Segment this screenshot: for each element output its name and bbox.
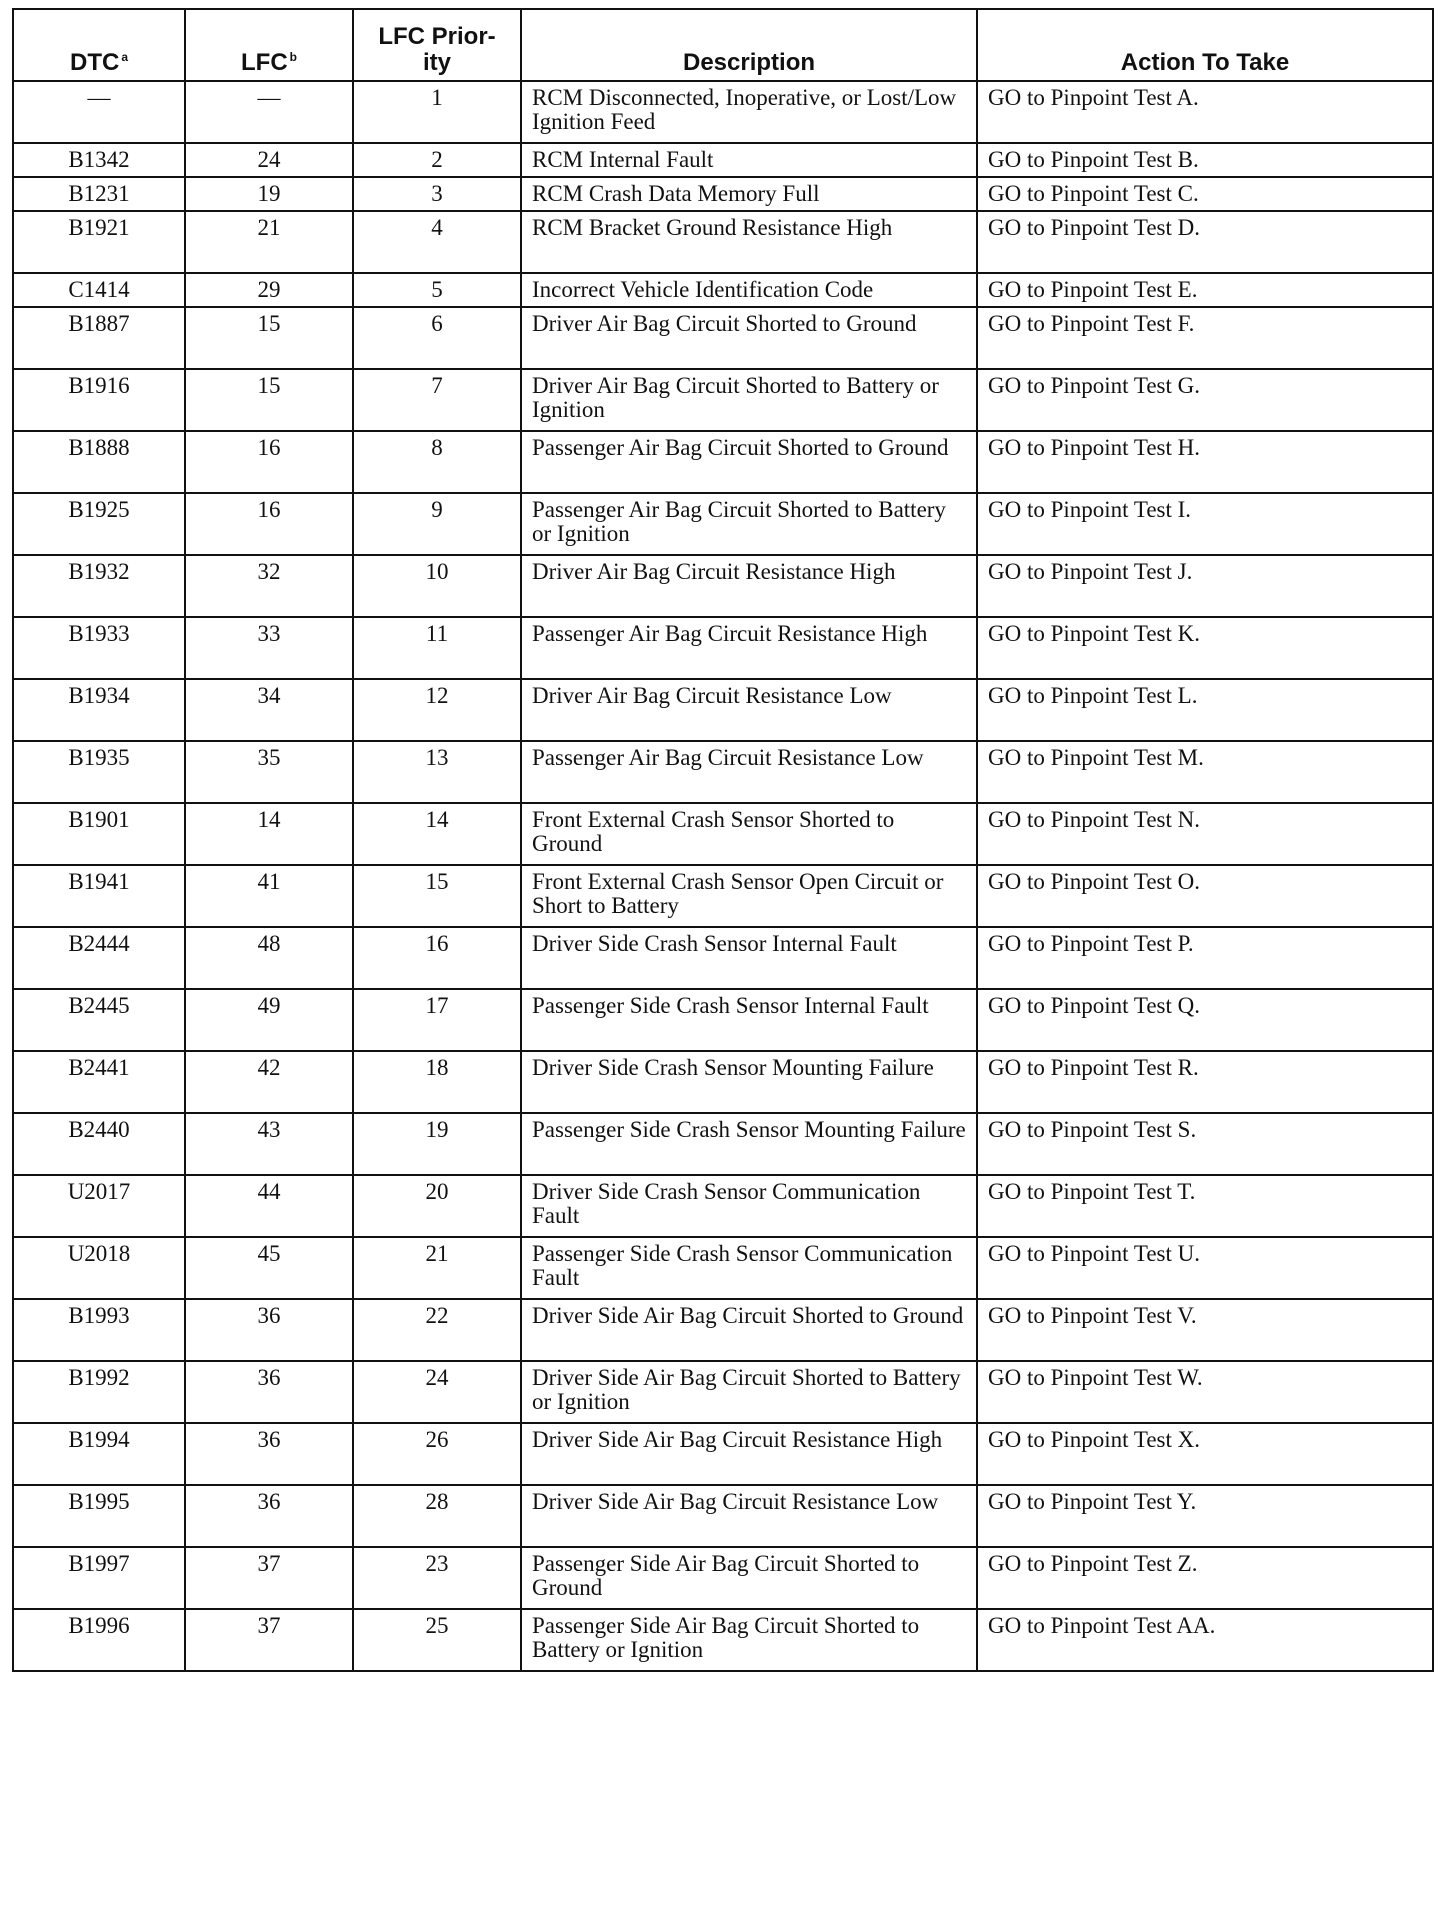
cell-description: Incorrect Vehicle Identification Code	[521, 273, 977, 307]
cell-priority: 2	[353, 143, 521, 177]
table-row	[13, 143, 1433, 177]
cell-lfc: 16	[185, 431, 353, 493]
table-row	[13, 1361, 1433, 1423]
cell-dtc: C1414	[13, 273, 185, 307]
cell-action: GO to Pinpoint Test Z.	[977, 1547, 1433, 1609]
cell-dtc: B2440	[13, 1113, 185, 1175]
cell-priority: 14	[353, 803, 521, 865]
cell-priority: 1	[353, 81, 521, 143]
header-dtc: DTC $^a$	[13, 9, 185, 81]
table-row	[13, 493, 1433, 555]
cell-dtc: B1932	[13, 555, 185, 617]
cell-priority: 8	[353, 431, 521, 493]
cell-lfc: 37	[185, 1547, 353, 1609]
cell-dtc: B1888	[13, 431, 185, 493]
cell-priority: 13	[353, 741, 521, 803]
cell-lfc: —	[185, 81, 353, 143]
cell-action: GO to Pinpoint Test P.	[977, 927, 1433, 989]
table-header-row	[13, 9, 1433, 81]
cell-dtc: B1996	[13, 1609, 185, 1671]
table-row	[13, 1237, 1433, 1299]
cell-description: Driver Air Bag Circuit Resistance Low	[521, 679, 977, 741]
table-row	[13, 679, 1433, 741]
cell-description: Passenger Air Bag Circuit Shorted to Battery or Ignition	[521, 493, 977, 555]
cell-dtc: B2441	[13, 1051, 185, 1113]
cell-action: GO to Pinpoint Test O.	[977, 865, 1433, 927]
cell-description: Driver Side Crash Sensor Internal Fault	[521, 927, 977, 989]
cell-action: GO to Pinpoint Test U.	[977, 1237, 1433, 1299]
cell-lfc: 36	[185, 1361, 353, 1423]
table-row	[13, 1299, 1433, 1361]
cell-description: Driver Air Bag Circuit Shorted to Ground	[521, 307, 977, 369]
cell-action: GO to Pinpoint Test G.	[977, 369, 1433, 431]
cell-description: Driver Air Bag Circuit Resistance High	[521, 555, 977, 617]
cell-action: GO to Pinpoint Test K.	[977, 617, 1433, 679]
cell-description: Driver Side Air Bag Circuit Shorted to Battery or Ignition	[521, 1361, 977, 1423]
cell-action: GO to Pinpoint Test J.	[977, 555, 1433, 617]
table-row	[13, 1547, 1433, 1609]
table-row	[13, 369, 1433, 431]
table-row	[13, 1609, 1433, 1671]
cell-lfc: 14	[185, 803, 353, 865]
table-row	[13, 211, 1433, 273]
table-row	[13, 177, 1433, 211]
cell-dtc: B1342	[13, 143, 185, 177]
cell-dtc: U2018	[13, 1237, 185, 1299]
cell-action: GO to Pinpoint Test I.	[977, 493, 1433, 555]
cell-priority: 26	[353, 1423, 521, 1485]
cell-dtc: B1887	[13, 307, 185, 369]
dtc-table	[12, 8, 1434, 1672]
cell-priority: 3	[353, 177, 521, 211]
cell-priority: 12	[353, 679, 521, 741]
cell-dtc: B1933	[13, 617, 185, 679]
header-dtc-footnote: a	[121, 50, 128, 64]
cell-description: Passenger Air Bag Circuit Resistance Low	[521, 741, 977, 803]
cell-action: GO to Pinpoint Test C.	[977, 177, 1433, 211]
header-lfc: LFC $^b$	[185, 9, 353, 81]
cell-priority: 16	[353, 927, 521, 989]
table-row	[13, 307, 1433, 369]
cell-action: GO to Pinpoint Test AA.	[977, 1609, 1433, 1671]
cell-lfc: 35	[185, 741, 353, 803]
cell-action: GO to Pinpoint Test A.	[977, 81, 1433, 143]
cell-action: GO to Pinpoint Test D.	[977, 211, 1433, 273]
cell-priority: 22	[353, 1299, 521, 1361]
cell-description: Driver Air Bag Circuit Shorted to Battery or Ignition	[521, 369, 977, 431]
cell-lfc: 49	[185, 989, 353, 1051]
cell-dtc: B1993	[13, 1299, 185, 1361]
cell-priority: 28	[353, 1485, 521, 1547]
cell-lfc: 42	[185, 1051, 353, 1113]
cell-lfc: 15	[185, 307, 353, 369]
cell-description: Driver Side Air Bag Circuit Resistance Low	[521, 1485, 977, 1547]
cell-action: GO to Pinpoint Test L.	[977, 679, 1433, 741]
cell-lfc: 37	[185, 1609, 353, 1671]
cell-description: Passenger Side Air Bag Circuit Shorted to Battery or Ignition	[521, 1609, 977, 1671]
cell-lfc: 44	[185, 1175, 353, 1237]
cell-dtc: B1916	[13, 369, 185, 431]
cell-lfc: 32	[185, 555, 353, 617]
cell-lfc: 41	[185, 865, 353, 927]
table-row	[13, 1113, 1433, 1175]
table-row	[13, 555, 1433, 617]
cell-lfc: 15	[185, 369, 353, 431]
table-body	[13, 81, 1433, 1671]
cell-dtc: B1994	[13, 1423, 185, 1485]
cell-action: GO to Pinpoint Test W.	[977, 1361, 1433, 1423]
document-page	[12, 8, 1432, 1672]
cell-priority: 5	[353, 273, 521, 307]
header-action: Action To Take	[977, 9, 1433, 81]
header-lfc-priority: LFC Prior- ity	[353, 9, 521, 81]
table-row	[13, 431, 1433, 493]
cell-description: Front External Crash Sensor Open Circuit or Short to Battery	[521, 865, 977, 927]
cell-description: Passenger Side Crash Sensor Communication Fault	[521, 1237, 977, 1299]
table-row	[13, 927, 1433, 989]
cell-action: GO to Pinpoint Test N.	[977, 803, 1433, 865]
cell-action: GO to Pinpoint Test Q.	[977, 989, 1433, 1051]
cell-description: RCM Bracket Ground Resistance High	[521, 211, 977, 273]
cell-action: GO to Pinpoint Test X.	[977, 1423, 1433, 1485]
cell-priority: 10	[353, 555, 521, 617]
cell-priority: 17	[353, 989, 521, 1051]
cell-description: Driver Side Crash Sensor Mounting Failure	[521, 1051, 977, 1113]
cell-description: Passenger Air Bag Circuit Shorted to Ground	[521, 431, 977, 493]
cell-description: Passenger Air Bag Circuit Resistance High	[521, 617, 977, 679]
table-row	[13, 865, 1433, 927]
table-row	[13, 1485, 1433, 1547]
cell-action: GO to Pinpoint Test F.	[977, 307, 1433, 369]
cell-action: GO to Pinpoint Test M.	[977, 741, 1433, 803]
cell-description: Front External Crash Sensor Shorted to Ground	[521, 803, 977, 865]
cell-priority: 7	[353, 369, 521, 431]
cell-dtc: B2444	[13, 927, 185, 989]
cell-lfc: 34	[185, 679, 353, 741]
cell-priority: 9	[353, 493, 521, 555]
table-row	[13, 273, 1433, 307]
cell-lfc: 21	[185, 211, 353, 273]
cell-description: Passenger Side Crash Sensor Mounting Failure	[521, 1113, 977, 1175]
table-row	[13, 81, 1433, 143]
cell-action: GO to Pinpoint Test S.	[977, 1113, 1433, 1175]
cell-dtc: B2445	[13, 989, 185, 1051]
cell-dtc: B1995	[13, 1485, 185, 1547]
cell-priority: 25	[353, 1609, 521, 1671]
cell-lfc: 45	[185, 1237, 353, 1299]
cell-description: RCM Crash Data Memory Full	[521, 177, 977, 211]
cell-action: GO to Pinpoint Test Y.	[977, 1485, 1433, 1547]
cell-priority: 21	[353, 1237, 521, 1299]
cell-dtc: B1925	[13, 493, 185, 555]
cell-action: GO to Pinpoint Test E.	[977, 273, 1433, 307]
table-row	[13, 1423, 1433, 1485]
table-row	[13, 989, 1433, 1051]
cell-lfc: 43	[185, 1113, 353, 1175]
cell-action: GO to Pinpoint Test R.	[977, 1051, 1433, 1113]
cell-action: GO to Pinpoint Test V.	[977, 1299, 1433, 1361]
cell-dtc: B1992	[13, 1361, 185, 1423]
cell-action: GO to Pinpoint Test B.	[977, 143, 1433, 177]
cell-priority: 23	[353, 1547, 521, 1609]
cell-action: GO to Pinpoint Test T.	[977, 1175, 1433, 1237]
header-lfc-footnote: b	[289, 50, 297, 64]
table-row	[13, 617, 1433, 679]
cell-lfc: 29	[185, 273, 353, 307]
cell-dtc: B1941	[13, 865, 185, 927]
cell-lfc: 48	[185, 927, 353, 989]
table-row	[13, 1175, 1433, 1237]
cell-priority: 19	[353, 1113, 521, 1175]
table-row	[13, 803, 1433, 865]
cell-priority: 15	[353, 865, 521, 927]
cell-dtc: B1231	[13, 177, 185, 211]
cell-priority: 20	[353, 1175, 521, 1237]
cell-dtc: B1934	[13, 679, 185, 741]
cell-description: Driver Side Crash Sensor Communication Fault	[521, 1175, 977, 1237]
cell-priority: 4	[353, 211, 521, 273]
cell-lfc: 16	[185, 493, 353, 555]
header-description: Description	[521, 9, 977, 81]
table-row	[13, 1051, 1433, 1113]
cell-description: Driver Side Air Bag Circuit Shorted to Ground	[521, 1299, 977, 1361]
cell-lfc: 36	[185, 1485, 353, 1547]
cell-dtc: B1921	[13, 211, 185, 273]
cell-priority: 11	[353, 617, 521, 679]
cell-dtc: U2017	[13, 1175, 185, 1237]
cell-lfc: 33	[185, 617, 353, 679]
cell-dtc: B1935	[13, 741, 185, 803]
cell-priority: 6	[353, 307, 521, 369]
cell-dtc: —	[13, 81, 185, 143]
cell-description: Passenger Side Air Bag Circuit Shorted to Ground	[521, 1547, 977, 1609]
cell-lfc: 36	[185, 1299, 353, 1361]
cell-lfc: 24	[185, 143, 353, 177]
cell-description: Passenger Side Crash Sensor Internal Fault	[521, 989, 977, 1051]
cell-priority: 24	[353, 1361, 521, 1423]
cell-priority: 18	[353, 1051, 521, 1113]
table-row	[13, 741, 1433, 803]
cell-description: RCM Internal Fault	[521, 143, 977, 177]
cell-lfc: 19	[185, 177, 353, 211]
cell-description: RCM Disconnected, Inoperative, or Lost/Low Ignition Feed	[521, 81, 977, 143]
cell-dtc: B1901	[13, 803, 185, 865]
cell-lfc: 36	[185, 1423, 353, 1485]
cell-dtc: B1997	[13, 1547, 185, 1609]
cell-description: Driver Side Air Bag Circuit Resistance High	[521, 1423, 977, 1485]
cell-action: GO to Pinpoint Test H.	[977, 431, 1433, 493]
